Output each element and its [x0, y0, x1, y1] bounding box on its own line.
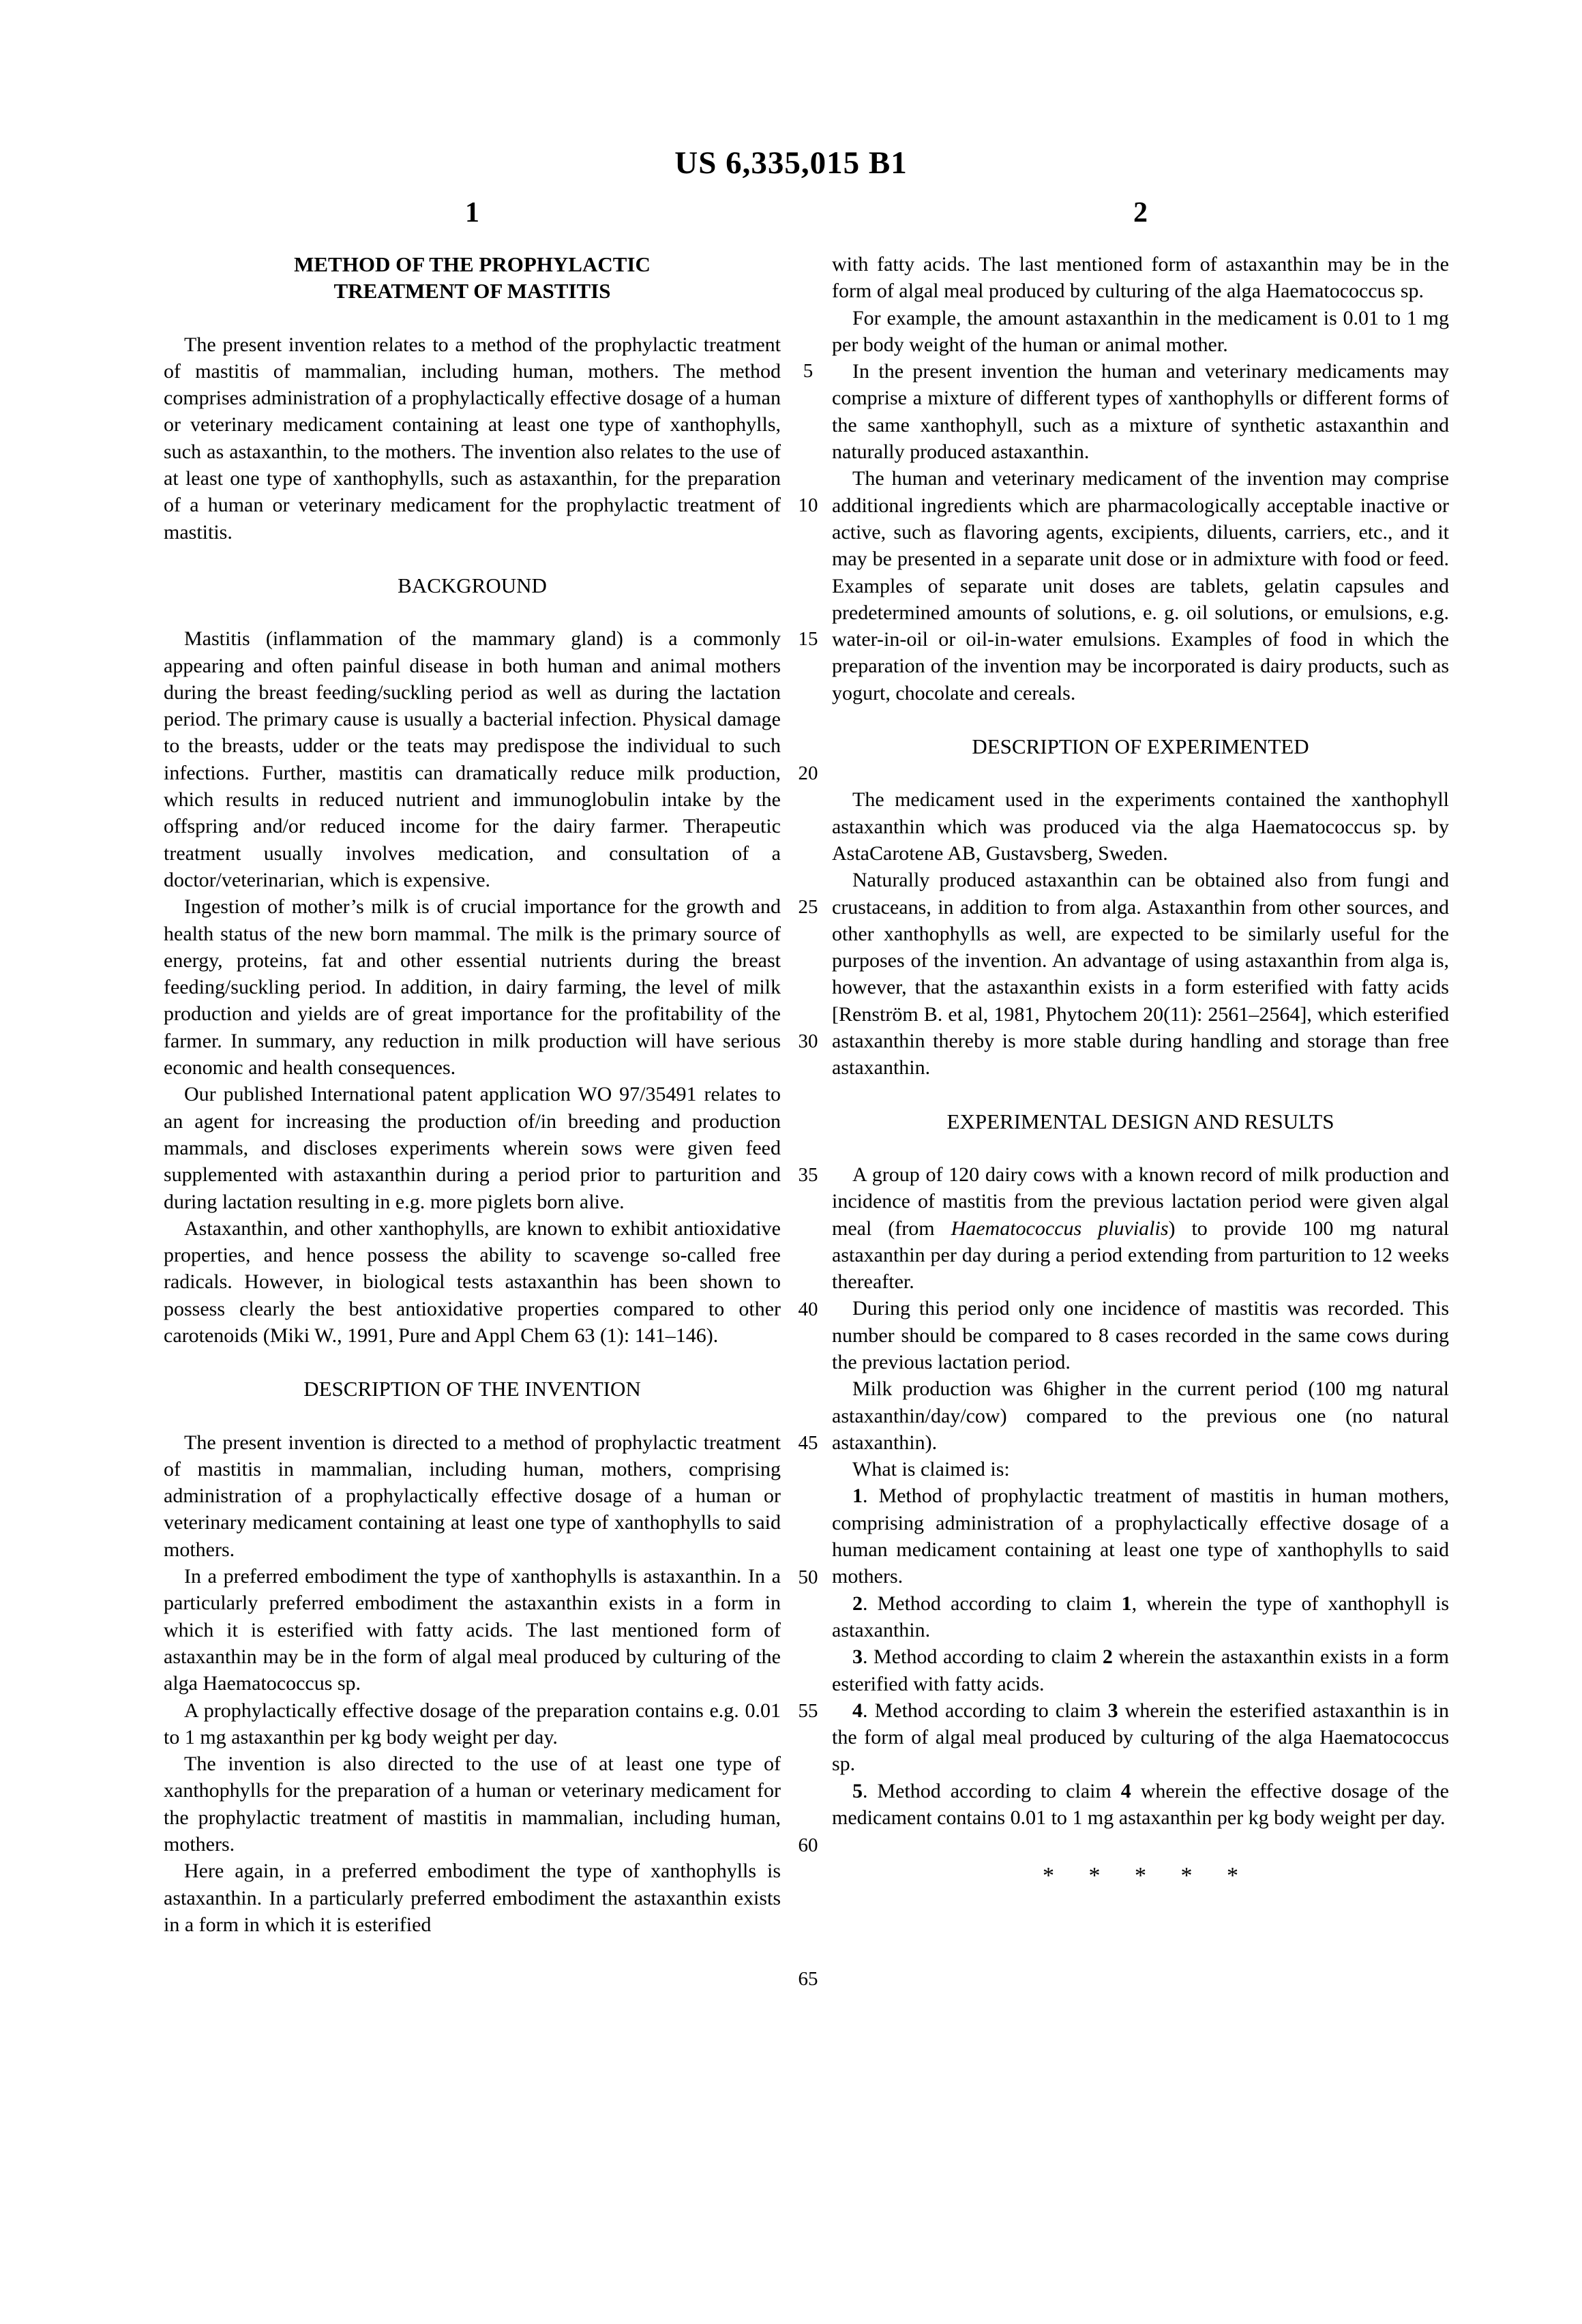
patent-number-header: US 6,335,015 B1 — [674, 145, 908, 181]
paragraph — [832, 1295, 1449, 1375]
paragraph — [164, 1563, 781, 1697]
claim-4 — [832, 1697, 1449, 1778]
text-run: Astaxanthin, and other xanthophylls, are known to exhibit antioxidative properties, and hence possess the ability to scavenge so-called free radicals. However, in biological tests astaxanthin has been shown to possess clearly the best antioxidative properties compared to other carotenoids (Miki W., 1991, Pure and Appl Chem 63 (1): 141–146). — [164, 1217, 781, 1347]
line-number: 40 — [798, 1298, 818, 1320]
text-run: A group of 120 dairy cows with a known record of milk production and incidence of mastitis from the previous lactation period were given algal meal (from — [832, 1163, 1449, 1240]
text-run: 2 — [852, 1592, 863, 1615]
text-run: For example, the amount astaxanthin in the medicament is 0.01 to 1 mg per body weight of the human or animal mother. — [832, 306, 1449, 356]
line-number: 45 — [798, 1432, 818, 1455]
text-run: Ingestion of mother’s milk is of crucial importance for the growth and health status of the new born mammal. The milk is the primary source of energy, proteins, fat and other essential nutrients during the breast feeding/suckling period. In addition, in dairy farming, the level of milk production and yields are of great importance for the profitability of the farmer. In summary, any reduction in milk production will have serious economic and health consequences. — [164, 895, 781, 1079]
paragraph — [164, 1215, 781, 1349]
text-run: The present invention is directed to a method of prophylactic treatment of mastitis in mammalian, including human, mothers, comprising administration of a prophylactically effective dosage of a human or veterinary medicament containing at least one type of xanthophylls to said mothers. — [164, 1431, 781, 1561]
text-run: 5 — [852, 1779, 863, 1802]
text-run: 3 — [852, 1645, 863, 1669]
text-run: with fatty acids. The last mentioned form of astaxanthin may be in the form of algal meal produced by culturing of the alga Haematococcus sp. — [832, 253, 1449, 303]
text-run: DESCRIPTION OF THE INVENTION — [303, 1377, 641, 1401]
column-2-number: 2 — [1133, 197, 1148, 228]
text-run: In a preferred embodiment the type of xanthophylls is astaxanthin. In a particularly preferred embodiment the astaxanthin exists in a form in which it is esterified with fatty acids. The last mentioned form of astaxanthin may be in the form of algal meal produced by culturing of the alga Haematococcus sp. — [164, 1565, 781, 1695]
text-run: In the present invention the human and veterinary medicaments may comprise a mixture of different types of xanthophylls or different forms of the same xanthophyll, such as a mixture of synthetic astaxanthin and naturally produced astaxanthin. — [832, 360, 1449, 464]
section-heading — [164, 1375, 781, 1402]
text-run: A prophylactically effective dosage of the preparation contains e.g. 0.01 to 1 mg astaxanthin per kg body weight per day. — [164, 1699, 781, 1748]
paragraph — [164, 1081, 781, 1215]
line-number: 60 — [798, 1834, 818, 1856]
text-run: The human and veterinary medicament of the invention may comprise additional ingredients which are pharmacologically acceptable inactive or active, such as flavoring agents, excipients, diluents, carriers, etc., and it may be presented in a separate unit dose or in admixture with food or feed. Examples of separate unit doses are tablets, gelatin capsules and predetermined amounts of solutions, e. g. oil solutions, or emulsions, e.g. water-in-oil or oil-in-water emulsions. Examples of food in which the preparation of the invention may be incorporated is dairy products, such as yogurt, chocolate and cereals. — [832, 467, 1449, 704]
text-run: 1 — [852, 1485, 863, 1508]
paragraph — [832, 305, 1449, 359]
section-heading — [164, 572, 781, 599]
text-run: 2 — [1102, 1645, 1113, 1669]
text-run: 1 — [1121, 1592, 1132, 1615]
paragraph — [164, 1858, 781, 1938]
text-run: Haematococcus pluvialis — [951, 1217, 1169, 1240]
claims-preamble — [832, 1456, 1449, 1483]
section-heading — [832, 733, 1449, 760]
text-run: wherein the astaxanthin exists in a form esterified with fatty acids. — [832, 1645, 1449, 1695]
patent-title — [164, 251, 781, 305]
text-run: . Method according to claim — [863, 1645, 1103, 1669]
text-run: . Method according to claim — [863, 1592, 1122, 1615]
line-number: 25 — [798, 896, 818, 919]
paragraph — [164, 331, 781, 546]
stars-separator — [832, 1862, 1449, 1889]
text-run: The present invention relates to a method of the prophylactic treatment of mastitis of mammalian, including human, mothers. The method comprises administration of a prophylactically effective dosage of a human or veterinary medicament containing at least one type of xanthophylls, such as astaxanthin, to the mothers. The invention also relates to the use of at least one type of xanthophylls, such as astaxanthin, for the preparation of a human or veterinary medicament for the prophylactic treatment of mastitis. — [164, 333, 781, 543]
paragraph — [164, 1697, 781, 1751]
text-run: wherein the esterified astaxanthin is in the form of algal meal produced by culturing of the alga Haematococcus sp. — [832, 1699, 1449, 1776]
paragraph — [164, 1751, 781, 1858]
text-run: * * * * * — [1043, 1863, 1238, 1889]
section-heading — [832, 1108, 1449, 1135]
claim-5 — [832, 1778, 1449, 1832]
text-run: Mastitis (inflammation of the mammary gland) is a commonly appearing and often painful disease in both human and animal mothers during the breast feeding/suckling period as well as during the lactation period. The primary cause is usually a bacterial infection. Physical damage to the breasts, udder or the teats may predispose the individual to such infections. Further, mastitis can dramatically reduce milk production, which results in reduced nutrient and immunoglobulin intake by the offspring and/or reduced income for the dairy farmer. Therapeutic treatment usually involves medication, and consultation of a doctor/veterinarian, which is expensive. — [164, 627, 781, 891]
text-run: 3 — [1107, 1699, 1118, 1722]
line-number: 65 — [798, 1968, 818, 1991]
text-run: Milk production was 6higher in the current period (100 mg natural astaxanthin/day/cow) compared to the previous one (no natural astaxanthin). — [832, 1377, 1449, 1454]
column-2 — [832, 251, 1449, 1890]
text-run: Our published International patent application WO 97/35491 relates to an agent for increasing the production of/in breeding and production mammals, and discloses experiments wherein sows were given feed supplemented with astaxanthin during a period prior to parturition and during lactation resulting in e.g. more piglets born alive. — [164, 1083, 781, 1213]
paragraph — [832, 867, 1449, 1081]
text-run: . Method according to claim — [863, 1699, 1108, 1722]
paragraph — [832, 1161, 1449, 1295]
line-number: 5 — [803, 360, 814, 383]
text-run: ) to provide 100 mg natural astaxanthin per day during a period extending from parturition to 12 weeks thereafter. — [832, 1217, 1450, 1294]
text-run: . Method according to claim — [863, 1779, 1121, 1802]
line-number: 50 — [798, 1566, 818, 1588]
text-run: Naturally produced astaxanthin can be obtained also from fungi and crustaceans, in addition to from alga. Astaxanthin from other sources, and other xanthophylls as well, are expected to be similarly useful for the purposes of the invention. An advantage of using astaxanthin from alga is, however, that the astaxanthin exists in a form esterified with fatty acids [Renström B. et al, 1981, Phytochem 20(11): 2561–2564], which esterified astaxanthin thereby is more stable during handling and storage than free astaxanthin. — [832, 869, 1449, 1079]
text-run: , wherein the type of xanthophyll is astaxanthin. — [832, 1592, 1449, 1641]
paragraph — [832, 1375, 1449, 1456]
paragraph — [164, 1429, 781, 1563]
text-run: DESCRIPTION OF EXPERIMENTED — [972, 734, 1309, 759]
line-number: 20 — [798, 762, 818, 784]
text-run: 4 — [852, 1699, 863, 1722]
line-number: 35 — [798, 1164, 818, 1187]
text-run: During this period only one incidence of mastitis was recorded. This number should be compared to 8 cases recorded in the same cows during the previous lactation period. — [832, 1297, 1449, 1373]
line-number: 55 — [798, 1700, 818, 1723]
paragraph — [164, 893, 781, 1081]
text-run: EXPERIMENTAL DESIGN AND RESULTS — [946, 1109, 1334, 1133]
line-number: 10 — [798, 494, 818, 516]
paragraph — [832, 358, 1449, 465]
claim-2 — [832, 1590, 1449, 1644]
continuation-paragraph — [832, 251, 1449, 305]
text-run: BACKGROUND — [398, 573, 547, 597]
paragraph — [832, 465, 1449, 706]
paragraph — [164, 625, 781, 893]
line-number: 30 — [798, 1030, 818, 1052]
claim-1 — [832, 1483, 1449, 1590]
column-1 — [164, 251, 781, 1938]
text-run: METHOD OF THE PROPHYLACTIC TREATMENT OF MASTITIS — [294, 252, 651, 303]
text-run: . Method of prophylactic treatment of mastitis in human mothers, comprising administration of a prophylactically effective dosage of a human medicament containing at least one type of xanthophylls to said mothers. — [832, 1485, 1449, 1588]
text-run: Here again, in a preferred embodiment the type of xanthophylls is astaxanthin. In a particularly preferred embodiment the astaxanthin exists in a form in which it is esterified — [164, 1860, 781, 1936]
text-run: The invention is also directed to the use of at least one type of xanthophylls for the preparation of a human or veterinary medicament for the prophylactic treatment of mastitis in mammalian, including human, mothers. — [164, 1753, 781, 1856]
line-number: 15 — [798, 628, 818, 651]
text-run: What is claimed is: — [852, 1458, 1010, 1481]
text-run: 4 — [1120, 1779, 1131, 1802]
claim-3 — [832, 1643, 1449, 1697]
column-1-number: 1 — [465, 197, 479, 228]
paragraph — [832, 786, 1449, 867]
text-run: The medicament used in the experiments contained the xanthophyll astaxanthin which was produced via the alga Haematococcus sp. by AstaCarotene AB, Gustavsberg, Sweden. — [832, 788, 1449, 865]
text-run: wherein the effective dosage of the medicament contains 0.01 to 1 mg astaxanthin per kg body weight per day. — [832, 1779, 1449, 1830]
